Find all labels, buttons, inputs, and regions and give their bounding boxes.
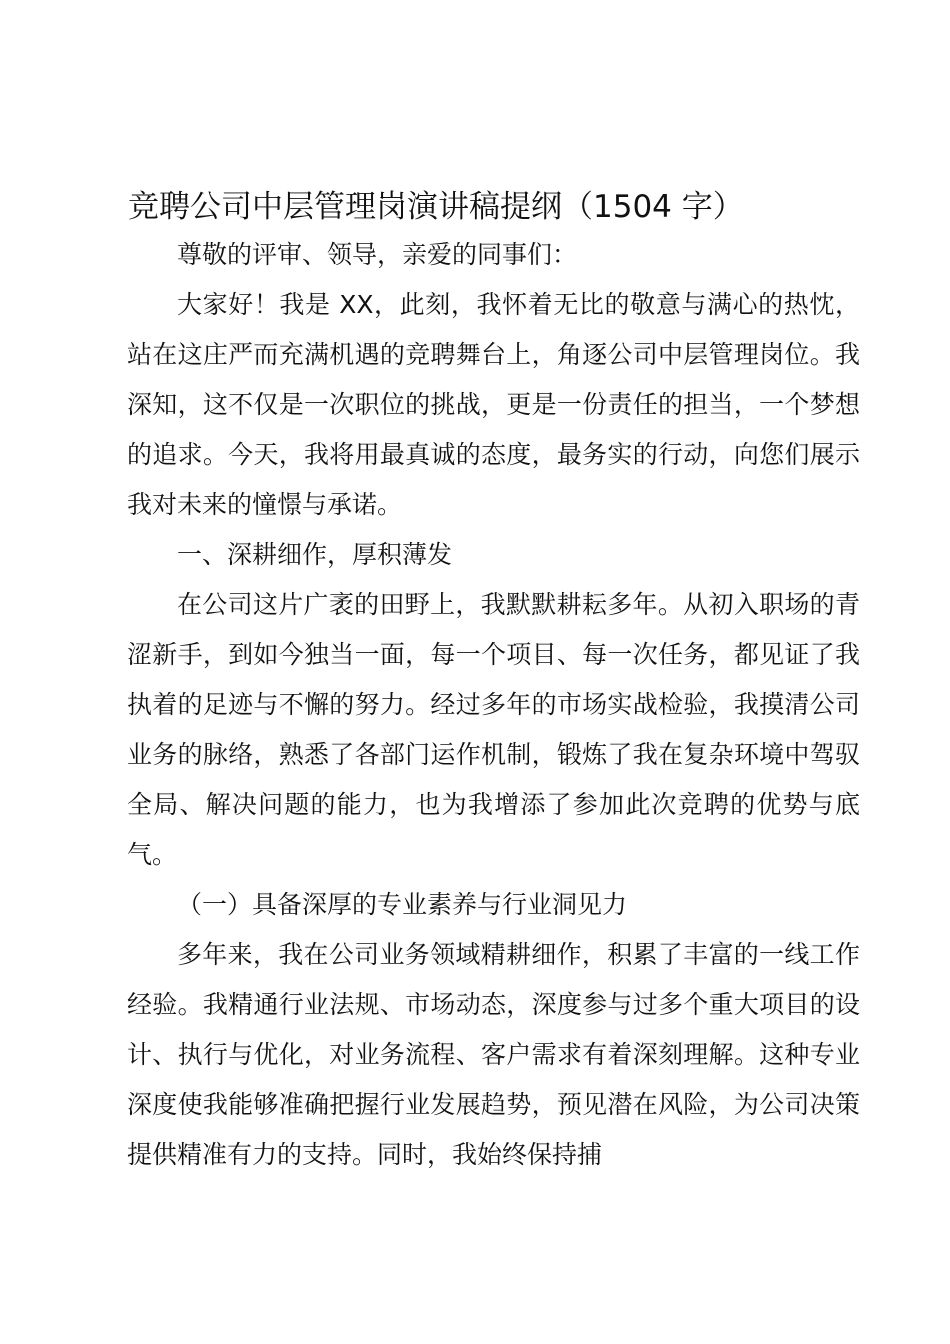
subsection-heading: （一）具备深厚的专业素养与行业洞见力 (177, 890, 628, 919)
section-heading: 一、深耕细作，厚积薄发 (177, 540, 453, 569)
section-paragraph: 在公司这片广袤的田野上，我默默耕耘多年。从初入职场的青涩新手，到如今独当一面，每一个项目、每一次任务，都见证了我执着的足迹与不懈的努力。经过多年的市场实战检验，我摸清公司业务的脉络，熟悉了各部门运作机制，锻炼了我在复杂环境中驾驭全局、解决问题的能力，也为我增添了参加此次竞聘的优势与底气。 (127, 590, 860, 869)
intro-paragraph: 大家好！我是 XX，此刻，我怀着无比的敬意与满心的热忱，站在这庄严而充满机遇的竞聘舞台上，角逐公司中层管理岗位。我深知，这不仅是一次职位的挑战，更是一份责任的担当，一个梦想的追求。今天，我将用最真诚的态度，最务实的行动，向您们展示我对未来的憧憬与承诺。 (127, 290, 860, 519)
document-body (127, 230, 860, 1180)
greeting-paragraph: 尊敬的评审、领导，亲爱的同事们： (177, 240, 578, 269)
subsection-paragraph: 多年来，我在公司业务领域精耕细作，积累了丰富的一线工作经验。我精通行业法规、市场动态，深度参与过多个重大项目的设计、执行与优化，对业务流程、客户需求有着深刻理解。这种专业深度使我能够准确把握行业发展趋势，预见潜在风险，为公司决策提供精准有力的支持。同时，我始终保持捕 (127, 940, 860, 1169)
document-title: 竞聘公司中层管理岗演讲稿提纲（1504 字） (128, 189, 744, 225)
